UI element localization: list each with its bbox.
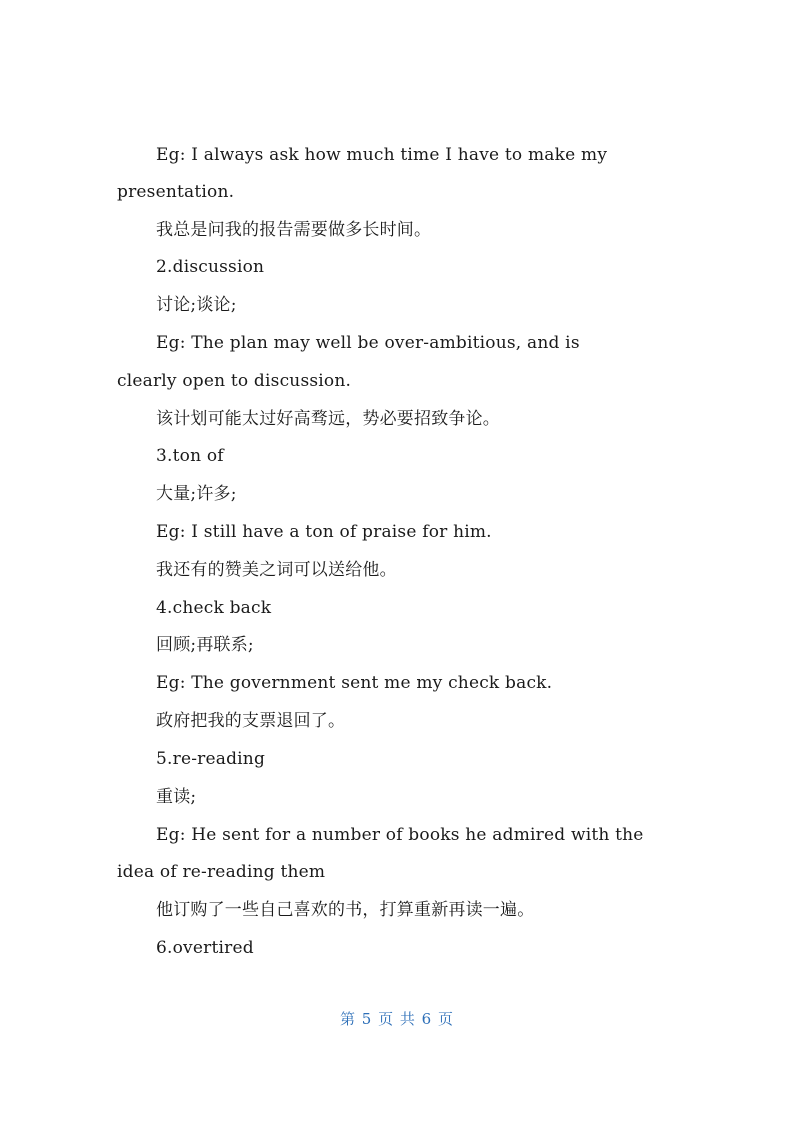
- example-sentence-1-en-line-2: presentation.: [117, 182, 235, 202]
- example-sentence-3-en: Eg: I still have a ton of praise for him.: [156, 522, 492, 542]
- example-sentence-4-zh: 政府把我的支票退回了。: [156, 711, 346, 731]
- example-sentence-3-zh: 我还有的赞美之词可以送给他。: [156, 560, 397, 580]
- vocab-meaning-2: 讨论;谈论;: [156, 295, 237, 315]
- example-sentence-1-zh: 我总是问我的报告需要做多长时间。: [156, 220, 432, 240]
- example-sentence-5-en-line-1: Eg: He sent for a number of books he admired with the: [156, 825, 644, 845]
- example-sentence-2-en-line-2: clearly open to discussion.: [117, 371, 352, 391]
- vocab-term-4: 4.check back: [156, 598, 272, 618]
- example-sentence-4-en: Eg: The government sent me my check back.: [156, 673, 553, 693]
- example-sentence-1-en-line-1: Eg: I always ask how much time I have to make my: [156, 145, 608, 165]
- vocab-term-2: 2.discussion: [156, 257, 265, 277]
- example-sentence-2-zh: 该计划可能太过好高骛远，势必要招致争论。: [156, 409, 500, 429]
- example-sentence-5-zh: 他订购了一些自己喜欢的书，打算重新再读一遍。: [156, 900, 535, 920]
- vocab-meaning-3: 大量;许多;: [156, 484, 237, 504]
- page-number-footer: 第 5 页 共 6 页: [340, 1010, 454, 1028]
- vocab-term-5: 5.re-reading: [156, 749, 266, 769]
- vocab-meaning-5: 重读;: [156, 787, 197, 807]
- example-sentence-2-en-line-1: Eg: The plan may well be over-ambitious, and is: [156, 333, 580, 353]
- vocab-term-3: 3.ton of: [156, 446, 224, 466]
- vocab-meaning-4: 回顾;再联系;: [156, 635, 254, 655]
- vocab-term-6: 6.overtired: [156, 938, 254, 958]
- example-sentence-5-en-line-2: idea of re-reading them: [117, 862, 326, 882]
